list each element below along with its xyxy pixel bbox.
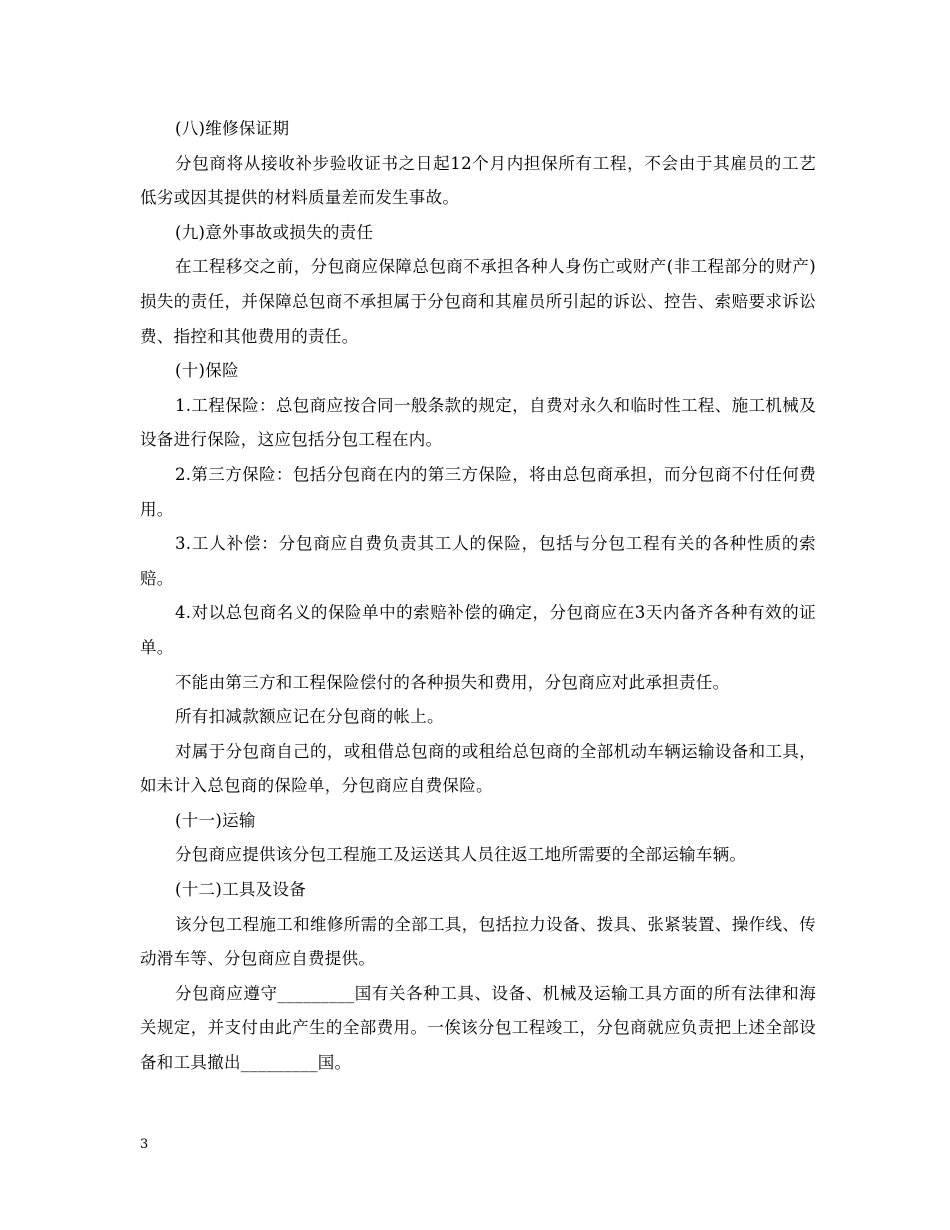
paragraph-customs: 分包商应遵守_________国有关各种工具、设备、机械及运输工具方面的所有法律和海关规定，并支付由此产生的全部费用。一俟该分包工程竣工，分包商就应负责把上述全部设备和工具撤出_________国。 bbox=[140, 983, 816, 1073]
page-number: 3 bbox=[140, 1137, 149, 1152]
document-body bbox=[140, 112, 816, 1081]
paragraph-tools: 该分包工程施工和维修所需的全部工具，包括拉力设备、拨具、张紧装置、操作线、传动滑车等、分包商应自费提供。 bbox=[140, 914, 816, 969]
paragraph-worker-compensation: 3.工人补偿：分包商应自费负责其工人的保险，包括与分包工程有关的各种性质的索赔。 bbox=[140, 534, 816, 588]
paragraph-claim-documents: 4.对以总包商名义的保险单中的索赔补偿的确定，分包商应在3天内备齐各种有效的证单。 bbox=[140, 603, 816, 657]
paragraph-deductions: 所有扣减款额应记在分包商的帐上。 bbox=[175, 707, 444, 727]
paragraph-transport: 分包商应提供该分包工程施工及运送其人员往返工地所需要的全部运输车辆。 bbox=[175, 845, 747, 865]
section-heading-11: (十一)运输 bbox=[175, 810, 256, 830]
section-heading-12: (十二)工具及设备 bbox=[175, 880, 307, 900]
paragraph-works-insurance: 1.工程保险：总包商应按合同一般条款的规定，自费对永久和临时性工程、施工机械及设备进行保险，这应包括分包工程在内。 bbox=[140, 395, 816, 450]
section-heading-9: (九)意外事故或损失的责任 bbox=[175, 222, 374, 242]
paragraph-liability: 在工程移交之前，分包商应保障总包商不承担各种人身伤亡或财产(非工程部分的财产)损失的责任，并保障总包商不承担属于分包商和其雇员所引起的诉讼、控告、索赔要求诉讼费、指控和其他费用的责任。 bbox=[140, 257, 816, 346]
paragraph-warranty: 分包商将从接收补步验收证书之日起12个月内担保所有工程，不会由于其雇员的工艺低劣或因其提供的材料质量差而发生事故。 bbox=[140, 153, 816, 208]
paragraph-uncovered-losses: 不能由第三方和工程保险偿付的各种损失和费用，分包商应对此承担责任。 bbox=[175, 672, 730, 692]
section-heading-10: (十)保险 bbox=[175, 361, 239, 381]
paragraph-third-party-insurance: 2.第三方保险：包括分包商在内的第三方保险，将由总包商承担，而分包商不付任何费用。 bbox=[140, 464, 816, 519]
paragraph-vehicle-insurance: 对属于分包商自己的，或租借总包商的或租给总包商的全部机动车辆运输设备和工具，如未计入总包商的保险单，分包商应自费保险。 bbox=[140, 741, 816, 796]
section-heading-8: (八)维修保证期 bbox=[175, 119, 290, 138]
